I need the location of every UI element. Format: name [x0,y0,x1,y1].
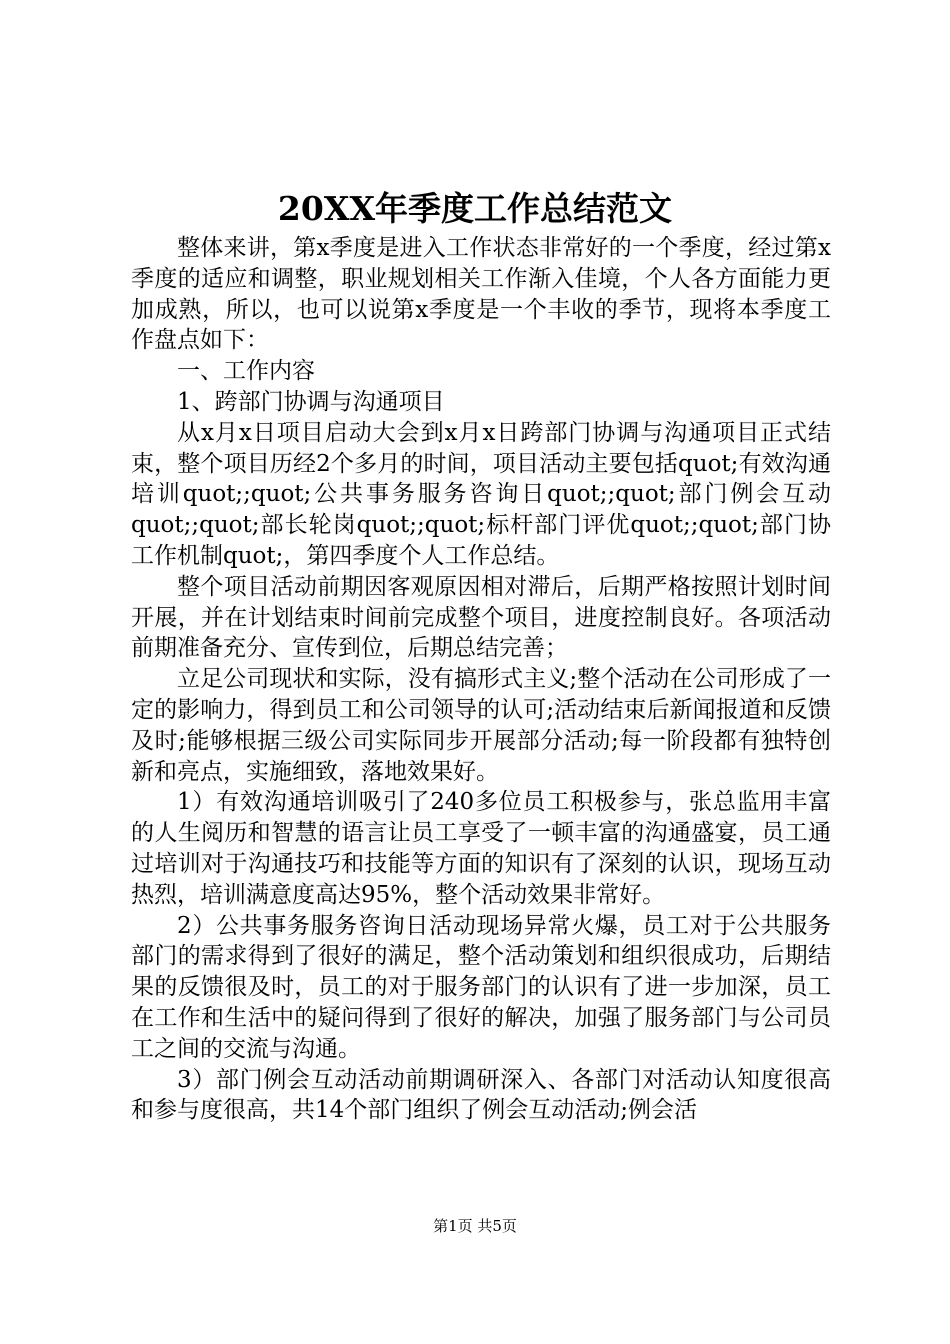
paragraph-project-overview: 从x月x日项目启动大会到x月x日跨部门协调与沟通项目正式结束，整个项目历经2个多月的时间，项目活动主要包括quot;有效沟通培训quot;;quot;公共事务服务咨询日quot;;quot;部门例会互动quot;;quot;部长轮岗quot;;quot;标杆部门评优quot;;quot;部门协工作机制quot;，第四季度个人工作总结。 [131,419,831,569]
subsection-heading-project: 1、跨部门协调与沟通项目 [177,388,445,415]
paragraph-intro: 整体来讲，第x季度是进入工作状态非常好的一个季度，经过第x季度的适应和调整，职业规划相关工作渐入佳境，个人各方面能力更加成熟，所以，也可以说第x季度是一个丰收的季节，现将本季度工作盘点如下： [131,235,831,354]
section-heading-work-content: 一、工作内容 [177,358,315,385]
document-title: 20XX年季度工作总结范文 [277,189,673,228]
page-footer: 第1页 共5页 [433,1217,517,1235]
paragraph-item-2: 2）公共事务服务咨询日活动现场异常火爆，员工对于公共服务部门的需求得到了很好的满足，整个活动策划和组织很成功，后期结果的反馈很及时，员工的对于服务部门的认识有了进一步加深，员工在工作和生活中的疑问得到了很好的解决，加强了服务部门与公司员工之间的交流与沟通。 [131,912,831,1062]
paragraph-item-3: 3）部门例会互动活动前期调研深入、各部门对活动认知度很高和参与度很高，共14个部门组织了例会互动活动;例会活 [131,1066,831,1124]
paragraph-impact: 立足公司现状和实际，没有搞形式主义;整个活动在公司形成了一定的影响力，得到员工和公司领导的认可;活动结束后新闻报道和反馈及时;能够根据三级公司实际同步开展部分活动;每一阶段都有独特创新和亮点，实施细致，落地效果好。 [131,666,831,785]
paragraph-item-1: 1）有效沟通培训吸引了240多位员工积极参与，张总监用丰富的人生阅历和智慧的语言让员工享受了一顿丰富的沟通盛宴，员工通过培训对于沟通技巧和技能等方面的知识有了深刻的认识，现场互动热烈，培训满意度高达95%，整个活动效果非常好。 [131,789,831,908]
paragraph-progress: 整个项目活动前期因客观原因相对滞后，后期严格按照计划时间开展，并在计划结束时间前完成整个项目，进度控制良好。各项活动前期准备充分、宣传到位，后期总结完善； [131,573,831,662]
document-body [131,233,831,1126]
